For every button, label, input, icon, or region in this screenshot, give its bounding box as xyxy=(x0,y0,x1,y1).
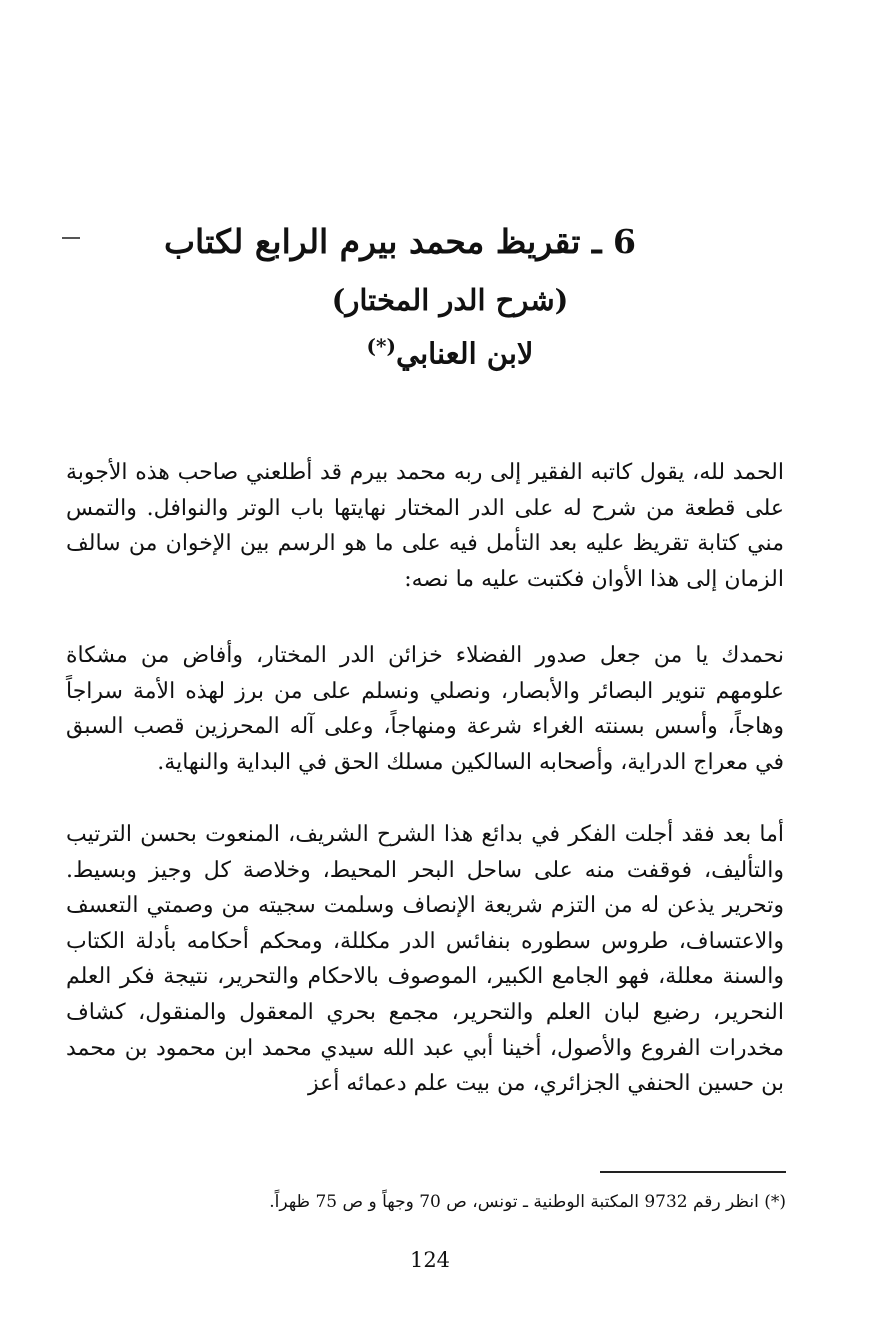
footnote: (*) انظر رقم 9732 المكتبة الوطنية ـ تونس، ص 70 وجهاً و ص 75 ظهراً. xyxy=(269,1192,786,1212)
paragraph-text: أما بعد فقد أجلت الفكر في بدائع هذا الشرح الشريف، المنعوت بحسن الترتيب والتأليف، فوقفت منه على ساحل البحر المحيط، وخلاصة كل وجيز وبسيط. وتحرير يذعن له من التزم شريعة الإنصاف وسلمت سجيته من وصمتي التعسف والاعتساف، طروس سطوره بنفائس الدر مكللة، ومحكم أحكامه بأدلة الكتاب والسنة معللة، فهو الجامع الكبير، الموصوف بالاحكام والتحرير، نتيجة فكر العلم النحرير، رضيع لبان العلم والتحرير، مجمع بحري المعقول والمنقول، كشاف مخدرات الفروع والأصول، أخينا أبي عبد الله سيدي محمد ابن محمود بن محمد بن حسين الحنفي الجزائري، من بيت علم دعمائه أعز xyxy=(66,822,785,1097)
paragraph-main xyxy=(66,817,784,1102)
footnote-marker: (*) xyxy=(366,334,396,358)
chapter-title: 6 ـ تقريظ محمد بيرم الرابع لكتاب xyxy=(163,222,637,261)
paragraph-text: نحمدك يا من جعل صدور الفضلاء خزائن الدر المختار، وأفاض من مشكاة علومهم تنوير البصائر والأبصار، ونصلي ونسلم على من برز لهذه الأمة سراجاً وهاجاً، وأسس بسنته الغراء شرعة ومنهاجاً، وعلى آله المحرزين قصب السبق في معراج الدراية، وأصحابه السالكين مسلك الحق في البداية والنهاية. xyxy=(66,643,784,775)
chapter-author-line xyxy=(190,334,710,371)
paragraph-praise xyxy=(66,638,784,780)
footnote-divider xyxy=(600,1171,786,1173)
paragraph-text: الحمد لله، يقول كاتبه الفقير إلى ربه محمد بيرم قد أطلعني صاحب هذه الأجوبة على قطعة من شرح له على الدر المختار نهايتها باب الوتر والنوافل. والتمس مني كتابة تقريظ عليه بعد التأمل فيه على ما هو الرسم بين الإخوان من سالف الزمان إلى هذا الأوان فكتبت عليه ما نصه: xyxy=(66,460,784,592)
paragraph-intro xyxy=(66,455,784,597)
chapter-subtitle: (شرح الدر المختار) xyxy=(331,283,569,317)
author-name: لابن العنابي xyxy=(395,336,534,371)
margin-mark xyxy=(62,237,80,239)
page-number: 124 xyxy=(409,1248,451,1272)
